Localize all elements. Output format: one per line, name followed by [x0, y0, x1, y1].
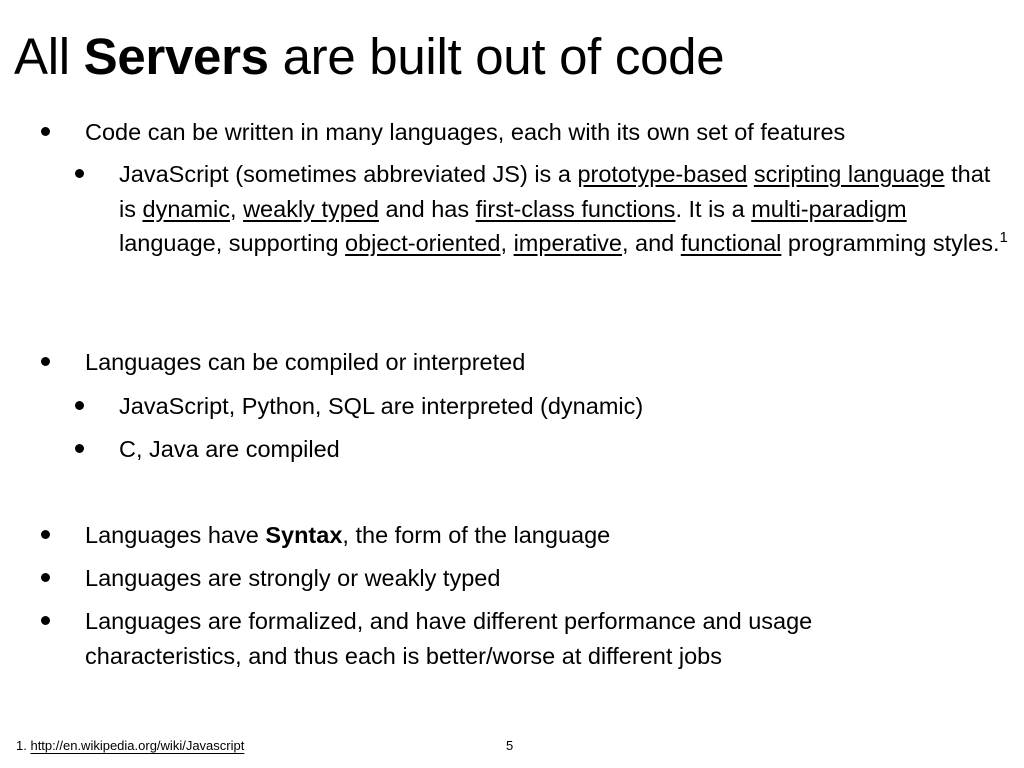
footnote-number: 1.: [16, 738, 27, 753]
bullet-dot: [41, 573, 50, 582]
text-segment: that is: [119, 161, 991, 222]
bullet-dot: [41, 127, 50, 136]
footnote-reference: 1: [999, 229, 1008, 247]
footnote: [16, 737, 244, 755]
link-first-class-functions[interactable]: first-class functions: [475, 195, 676, 222]
bullet-text: Languages can be compiled or interpreted: [85, 349, 526, 375]
slide-title: [14, 26, 724, 88]
title-prefix: All: [14, 28, 70, 85]
text-segment: programming styles.: [781, 230, 1000, 256]
link-scripting-language[interactable]: scripting language: [753, 161, 945, 187]
footnote-link[interactable]: http://en.wikipedia.org/wiki/Javascript: [30, 738, 245, 753]
page-number: 5: [506, 738, 514, 753]
bullet-text: JavaScript, Python, SQL are interpreted (dynamic): [119, 393, 644, 419]
title-suffix: are built out of code: [282, 28, 725, 85]
link-weakly-typed[interactable]: weakly typed: [243, 195, 379, 222]
bullet-text: Languages are formalized, and have different performance and usage characteristics, and thus each is better/worse at different jobs: [85, 608, 813, 669]
text-segment: and has: [378, 195, 476, 222]
subbullet-javascript-definition: [119, 157, 1009, 261]
bullet-text: Code can be written in many languages, each with its own set of features: [85, 119, 846, 145]
bullet-dot: [41, 616, 50, 625]
link-imperative[interactable]: imperative: [513, 230, 622, 256]
bullet-typing: [85, 561, 1005, 596]
text-segment: language, supporting: [119, 230, 346, 256]
bullet-dot: [75, 401, 84, 410]
bullet-text: C, Java are compiled: [119, 436, 340, 462]
text-segment: Languages have: [85, 522, 266, 548]
bullet-code-languages: [85, 115, 1005, 150]
link-dynamic[interactable]: dynamic: [142, 195, 231, 222]
text-segment: , the form of the language: [342, 522, 611, 548]
subbullet-interpreted-languages: [119, 389, 1009, 424]
text-segment: , and: [621, 230, 681, 256]
bullet-formalized: [85, 604, 965, 673]
bullet-dot: [75, 169, 84, 178]
bullet-dot: [41, 530, 50, 539]
bullet-syntax: [85, 518, 1005, 553]
link-object-oriented[interactable]: object-oriented: [345, 230, 501, 256]
bullet-dot: [41, 357, 50, 366]
subbullet-compiled-languages: [119, 432, 1009, 467]
text-segment: ,: [500, 230, 514, 256]
link-functional[interactable]: functional: [680, 230, 782, 256]
text-segment: ,: [230, 195, 244, 222]
bullet-dot: [75, 444, 84, 453]
syntax-bold: Syntax: [265, 522, 343, 548]
link-prototype-based[interactable]: prototype-based: [577, 161, 748, 187]
bullet-text: Languages are strongly or weakly typed: [85, 565, 501, 591]
text-segment: . It is a: [675, 195, 752, 222]
title-bold: Servers: [83, 28, 269, 85]
bullet-compiled-interpreted: [85, 345, 1005, 380]
link-multi-paradigm[interactable]: multi-paradigm: [751, 195, 907, 222]
text-segment: JavaScript (sometimes abbreviated JS) is a: [119, 161, 578, 187]
